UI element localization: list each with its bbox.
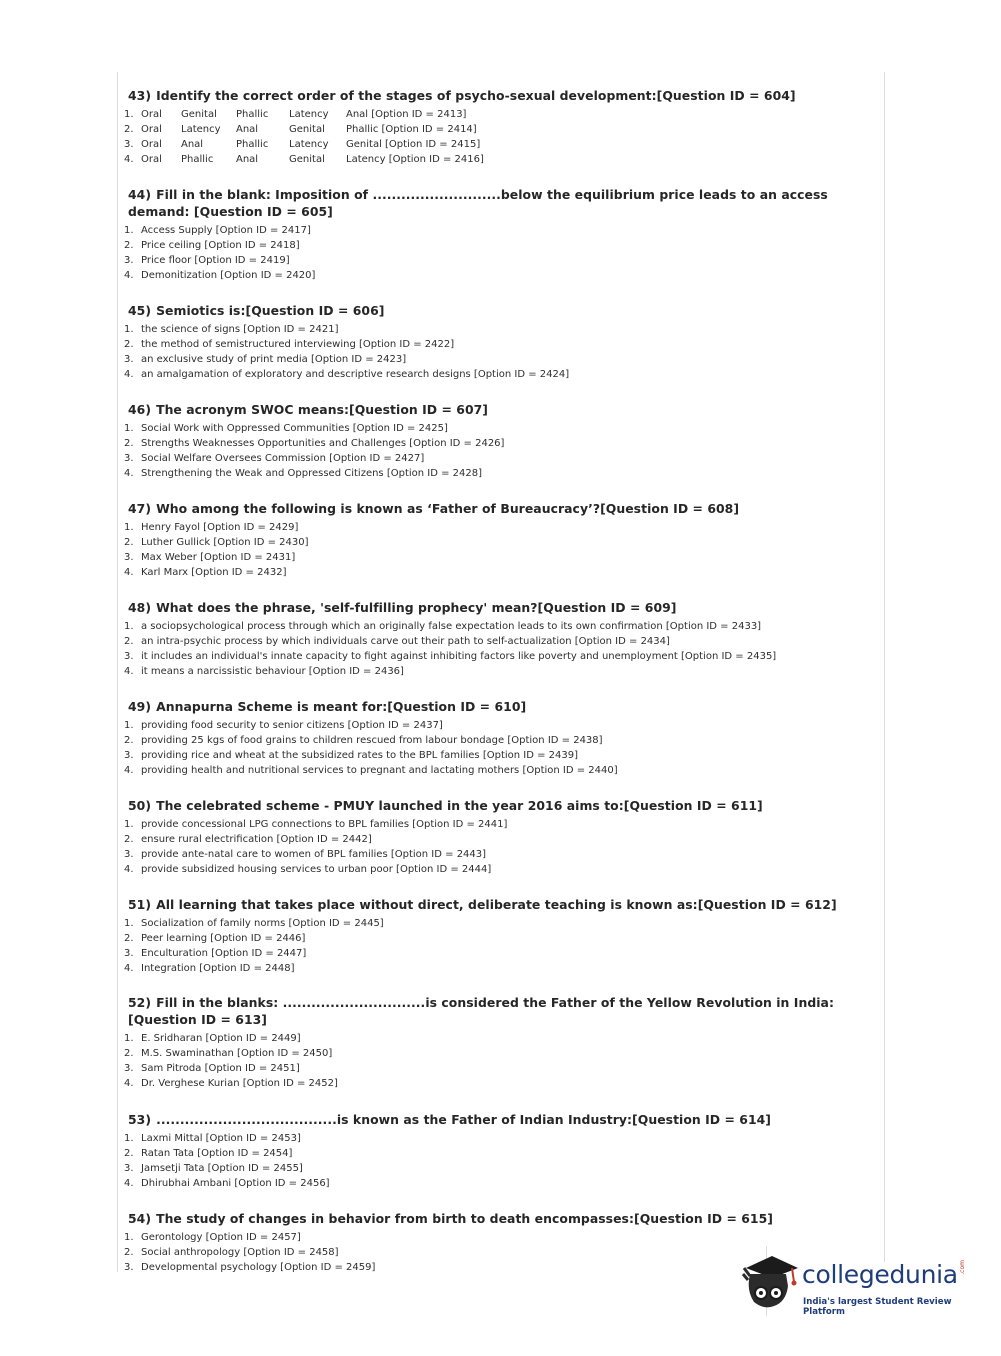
right-margin-line	[884, 72, 885, 1262]
question-block	[124, 401, 874, 481]
question-title	[128, 500, 874, 517]
option-item	[124, 223, 874, 238]
option-item	[124, 1176, 874, 1191]
option-number: 3.	[124, 139, 134, 150]
question-title	[128, 896, 874, 913]
question-number: 54)	[128, 1211, 152, 1226]
option-text: E. Sridharan [Option ID = 2449]	[141, 1033, 301, 1044]
option-item	[124, 733, 874, 748]
option-number: 2.	[124, 124, 134, 135]
question-title	[128, 994, 874, 1028]
mascot-icon	[740, 1246, 802, 1310]
option-item	[124, 1031, 874, 1046]
option-item	[124, 649, 874, 664]
option-text: an amalgamation of exploratory and descriptive research designs [Option ID = 2424]	[141, 369, 570, 380]
option-text: Luther Gullick [Option ID = 2430]	[141, 537, 309, 548]
option-number: 2.	[124, 735, 134, 746]
option-number: 4.	[124, 1078, 134, 1089]
option-text: provide subsidized housing services to urban poor [Option ID = 2444]	[141, 864, 492, 875]
option-stage: Genital	[181, 109, 217, 120]
option-item	[124, 421, 874, 436]
brand-tagline: India's largest Student Review Platform	[803, 1297, 952, 1317]
question-block	[124, 994, 874, 1091]
question-text: Who among the following is known as ‘Father of Bureaucracy’?[Question ID = 608]	[156, 501, 740, 516]
option-text: Enculturation [Option ID = 2447]	[141, 948, 307, 959]
option-number: 1.	[124, 109, 134, 120]
option-item	[124, 268, 874, 283]
option-stage: Anal	[181, 139, 204, 150]
question-text: The study of changes in behavior from birth to death encompasses:[Question ID = 615]	[156, 1211, 773, 1226]
option-text: Max Weber [Option ID = 2431]	[141, 552, 296, 563]
option-text: Social Work with Oppressed Communities [Option ID = 2425]	[141, 423, 448, 434]
option-text: Jamsetji Tata [Option ID = 2455]	[141, 1163, 303, 1174]
question-block	[124, 302, 874, 382]
option-number: 3.	[124, 354, 134, 365]
question-block	[124, 797, 874, 877]
option-stage: Latency	[289, 109, 329, 120]
option-number: 3.	[124, 1063, 134, 1074]
option-item	[124, 520, 874, 535]
option-stage: Genital	[289, 154, 325, 165]
option-stage: Latency [Option ID = 2416]	[346, 154, 484, 165]
option-text: Social anthropology [Option ID = 2458]	[141, 1247, 339, 1258]
option-number: 2.	[124, 933, 134, 944]
question-block	[124, 1111, 874, 1191]
option-item	[124, 1046, 874, 1061]
option-item	[124, 931, 874, 946]
option-text: Demonitization [Option ID = 2420]	[141, 270, 316, 281]
option-number: 2.	[124, 636, 134, 647]
option-number: 2.	[124, 834, 134, 845]
question-number: 50)	[128, 798, 152, 813]
option-text: it means a narcissistic behaviour [Option ID = 2436]	[141, 666, 404, 677]
question-number: 46)	[128, 402, 152, 417]
option-stage: Genital	[289, 124, 325, 135]
option-item	[124, 1146, 874, 1161]
question-title	[128, 186, 874, 220]
brand-name: collegedunia	[802, 1260, 958, 1289]
option-number: 4.	[124, 270, 134, 281]
option-sequence	[141, 152, 484, 167]
question-number: 51)	[128, 897, 152, 912]
option-item	[124, 451, 874, 466]
option-number: 4.	[124, 154, 134, 165]
option-text: Laxmi Mittal [Option ID = 2453]	[141, 1133, 301, 1144]
option-item	[124, 137, 874, 152]
question-number: 49)	[128, 699, 152, 714]
option-text: Dr. Verghese Kurian [Option ID = 2452]	[141, 1078, 338, 1089]
option-number: 4.	[124, 468, 134, 479]
option-number: 2.	[124, 1148, 134, 1159]
option-item	[124, 337, 874, 352]
option-text: Strengthening the Weak and Oppressed Citizens [Option ID = 2428]	[141, 468, 483, 479]
question-title	[128, 87, 874, 104]
option-number: 1.	[124, 1033, 134, 1044]
option-item	[124, 763, 874, 778]
option-number: 1.	[124, 1133, 134, 1144]
option-text: an intra-psychic process by which individuals carve out their path to self-actualization [Option ID = 2434]	[141, 636, 670, 647]
option-number: 4.	[124, 765, 134, 776]
option-number: 1.	[124, 522, 134, 533]
option-text: Developmental psychology [Option ID = 2459]	[141, 1262, 376, 1273]
question-block	[124, 896, 874, 976]
option-item	[124, 107, 874, 122]
question-text: ......................................is known as the Father of Indian Industry:[Question ID = 614]	[156, 1112, 772, 1127]
option-number: 2.	[124, 537, 134, 548]
option-stage: Latency	[289, 139, 329, 150]
option-item	[124, 436, 874, 451]
question-title	[128, 797, 874, 814]
question-text: Fill in the blanks: ..............................is considered the Father of the Yellow Revolution in India:[Question ID = 613]	[128, 995, 834, 1027]
option-item	[124, 1131, 874, 1146]
option-stage: Phallic	[236, 139, 269, 150]
option-stage: Anal	[236, 124, 259, 135]
option-text: Gerontology [Option ID = 2457]	[141, 1232, 301, 1243]
option-item	[124, 550, 874, 565]
question-text: Semiotics is:[Question ID = 606]	[156, 303, 385, 318]
option-text: Sam Pitroda [Option ID = 2451]	[141, 1063, 300, 1074]
option-text: Dhirubhai Ambani [Option ID = 2456]	[141, 1178, 330, 1189]
question-block	[124, 599, 874, 679]
option-sequence	[141, 122, 477, 137]
question-number: 53)	[128, 1112, 152, 1127]
option-text: the method of semistructured interviewing [Option ID = 2422]	[141, 339, 455, 350]
question-number: 52)	[128, 995, 152, 1010]
question-title	[128, 698, 874, 715]
question-title	[128, 599, 874, 616]
option-item	[124, 367, 874, 382]
question-number: 43)	[128, 88, 152, 103]
option-item	[124, 862, 874, 877]
question-text: The celebrated scheme - PMUY launched in the year 2016 aims to:[Question ID = 611]	[156, 798, 763, 813]
option-item	[124, 748, 874, 763]
option-item	[124, 466, 874, 481]
option-text: the science of signs [Option ID = 2421]	[141, 324, 339, 335]
option-number: 4.	[124, 666, 134, 677]
option-text: it includes an individual's innate capacity to fight against inhibiting factors like poverty and unemployment [Option ID = 2435]	[141, 651, 777, 662]
option-stage: Oral	[141, 109, 162, 120]
option-text: providing health and nutritional services to pregnant and lactating mothers [Option ID = 2440]	[141, 765, 618, 776]
option-text: Ratan Tata [Option ID = 2454]	[141, 1148, 293, 1159]
option-item	[124, 619, 874, 634]
question-title	[128, 1210, 874, 1227]
question-title	[128, 1111, 874, 1128]
option-text: Peer learning [Option ID = 2446]	[141, 933, 306, 944]
question-number: 44)	[128, 187, 152, 202]
question-block	[124, 698, 874, 778]
option-item	[124, 122, 874, 137]
option-text: Social Welfare Oversees Commission [Option ID = 2427]	[141, 453, 425, 464]
question-title	[128, 302, 874, 319]
option-text: Price floor [Option ID = 2419]	[141, 255, 290, 266]
option-item	[124, 253, 874, 268]
collegedunia-logo	[740, 1246, 970, 1321]
option-item	[124, 238, 874, 253]
option-number: 2.	[124, 1247, 134, 1258]
question-block	[124, 186, 874, 283]
option-text: providing food security to senior citizens [Option ID = 2437]	[141, 720, 443, 731]
option-number: 1.	[124, 918, 134, 929]
option-item	[124, 634, 874, 649]
question-text: What does the phrase, 'self-fulfilling prophecy' mean?[Question ID = 609]	[156, 600, 677, 615]
question-number: 45)	[128, 303, 152, 318]
option-text: providing 25 kgs of food grains to children rescued from labour bondage [Option ID = 2438]	[141, 735, 603, 746]
option-item	[124, 1161, 874, 1176]
option-number: 2.	[124, 339, 134, 350]
option-text: Socialization of family norms [Option ID = 2445]	[141, 918, 384, 929]
option-number: 3.	[124, 255, 134, 266]
option-number: 1.	[124, 621, 134, 632]
left-margin-line	[117, 72, 118, 1272]
option-item	[124, 817, 874, 832]
option-number: 3.	[124, 1163, 134, 1174]
option-item	[124, 1076, 874, 1091]
question-text: The acronym SWOC means:[Question ID = 607]	[156, 402, 489, 417]
question-block	[124, 500, 874, 580]
option-number: 3.	[124, 750, 134, 761]
option-number: 3.	[124, 948, 134, 959]
option-item	[124, 916, 874, 931]
option-number: 1.	[124, 324, 134, 335]
option-number: 4.	[124, 567, 134, 578]
option-stage: Anal [Option ID = 2413]	[346, 109, 467, 120]
option-stage: Oral	[141, 154, 162, 165]
question-text: Identify the correct order of the stages of psycho-sexual development:[Question ID = 604]	[156, 88, 796, 103]
option-text: Henry Fayol [Option ID = 2429]	[141, 522, 299, 533]
option-stage: Latency	[181, 124, 221, 135]
option-stage: Phallic	[181, 154, 214, 165]
option-text: Strengths Weaknesses Opportunities and Challenges [Option ID = 2426]	[141, 438, 505, 449]
option-item	[124, 961, 874, 976]
option-text: an exclusive study of print media [Option ID = 2423]	[141, 354, 407, 365]
option-number: 3.	[124, 849, 134, 860]
option-text: Price ceiling [Option ID = 2418]	[141, 240, 300, 251]
option-number: 2.	[124, 438, 134, 449]
option-stage: Phallic	[236, 109, 269, 120]
question-text: Annapurna Scheme is meant for:[Question ID = 610]	[156, 699, 527, 714]
option-stage: Oral	[141, 139, 162, 150]
option-item	[124, 152, 874, 167]
brand-domain: .com	[959, 1260, 966, 1275]
option-stage: Anal	[236, 154, 259, 165]
option-stage: Oral	[141, 124, 162, 135]
option-text: provide ante-natal care to women of BPL families [Option ID = 2443]	[141, 849, 487, 860]
option-number: 3.	[124, 552, 134, 563]
option-number: 1.	[124, 225, 134, 236]
question-number: 48)	[128, 600, 152, 615]
option-number: 3.	[124, 453, 134, 464]
question-text: All learning that takes place without direct, deliberate teaching is known as:[Question ID = 612]	[156, 897, 837, 912]
option-number: 4.	[124, 369, 134, 380]
option-stage: Genital [Option ID = 2415]	[346, 139, 481, 150]
option-number: 1.	[124, 1232, 134, 1243]
option-number: 3.	[124, 1262, 134, 1273]
option-sequence	[141, 107, 466, 122]
question-title	[128, 401, 874, 418]
option-stage: Phallic [Option ID = 2414]	[346, 124, 477, 135]
option-item	[124, 352, 874, 367]
option-item	[124, 718, 874, 733]
option-item	[124, 1061, 874, 1076]
option-item	[124, 946, 874, 961]
option-item	[124, 1230, 874, 1245]
option-text: providing rice and wheat at the subsidized rates to the BPL families [Option ID = 2439]	[141, 750, 579, 761]
option-text: Access Supply [Option ID = 2417]	[141, 225, 311, 236]
option-text: M.S. Swaminathan [Option ID = 2450]	[141, 1048, 333, 1059]
option-text: Karl Marx [Option ID = 2432]	[141, 567, 287, 578]
option-text: provide concessional LPG connections to BPL families [Option ID = 2441]	[141, 819, 508, 830]
option-sequence	[141, 137, 480, 152]
option-text: ensure rural electrification [Option ID = 2442]	[141, 834, 372, 845]
option-item	[124, 664, 874, 679]
option-number: 4.	[124, 864, 134, 875]
option-number: 4.	[124, 1178, 134, 1189]
option-item	[124, 832, 874, 847]
option-number: 1.	[124, 423, 134, 434]
option-number: 2.	[124, 240, 134, 251]
option-item	[124, 322, 874, 337]
option-number: 1.	[124, 720, 134, 731]
option-number: 1.	[124, 819, 134, 830]
option-number: 3.	[124, 651, 134, 662]
option-item	[124, 847, 874, 862]
question-text: Fill in the blank: Imposition of ...........................below the equilibrium price leads to an access demand: [Question ID = 605]	[128, 187, 828, 219]
option-text: Integration [Option ID = 2448]	[141, 963, 295, 974]
option-item	[124, 535, 874, 550]
question-number: 47)	[128, 501, 152, 516]
question-block	[124, 87, 874, 167]
option-item	[124, 565, 874, 580]
option-number: 4.	[124, 963, 134, 974]
option-number: 2.	[124, 1048, 134, 1059]
option-text: a sociopsychological process through which an originally false expectation leads to its own confirmation [Option ID = 2433]	[141, 621, 762, 632]
